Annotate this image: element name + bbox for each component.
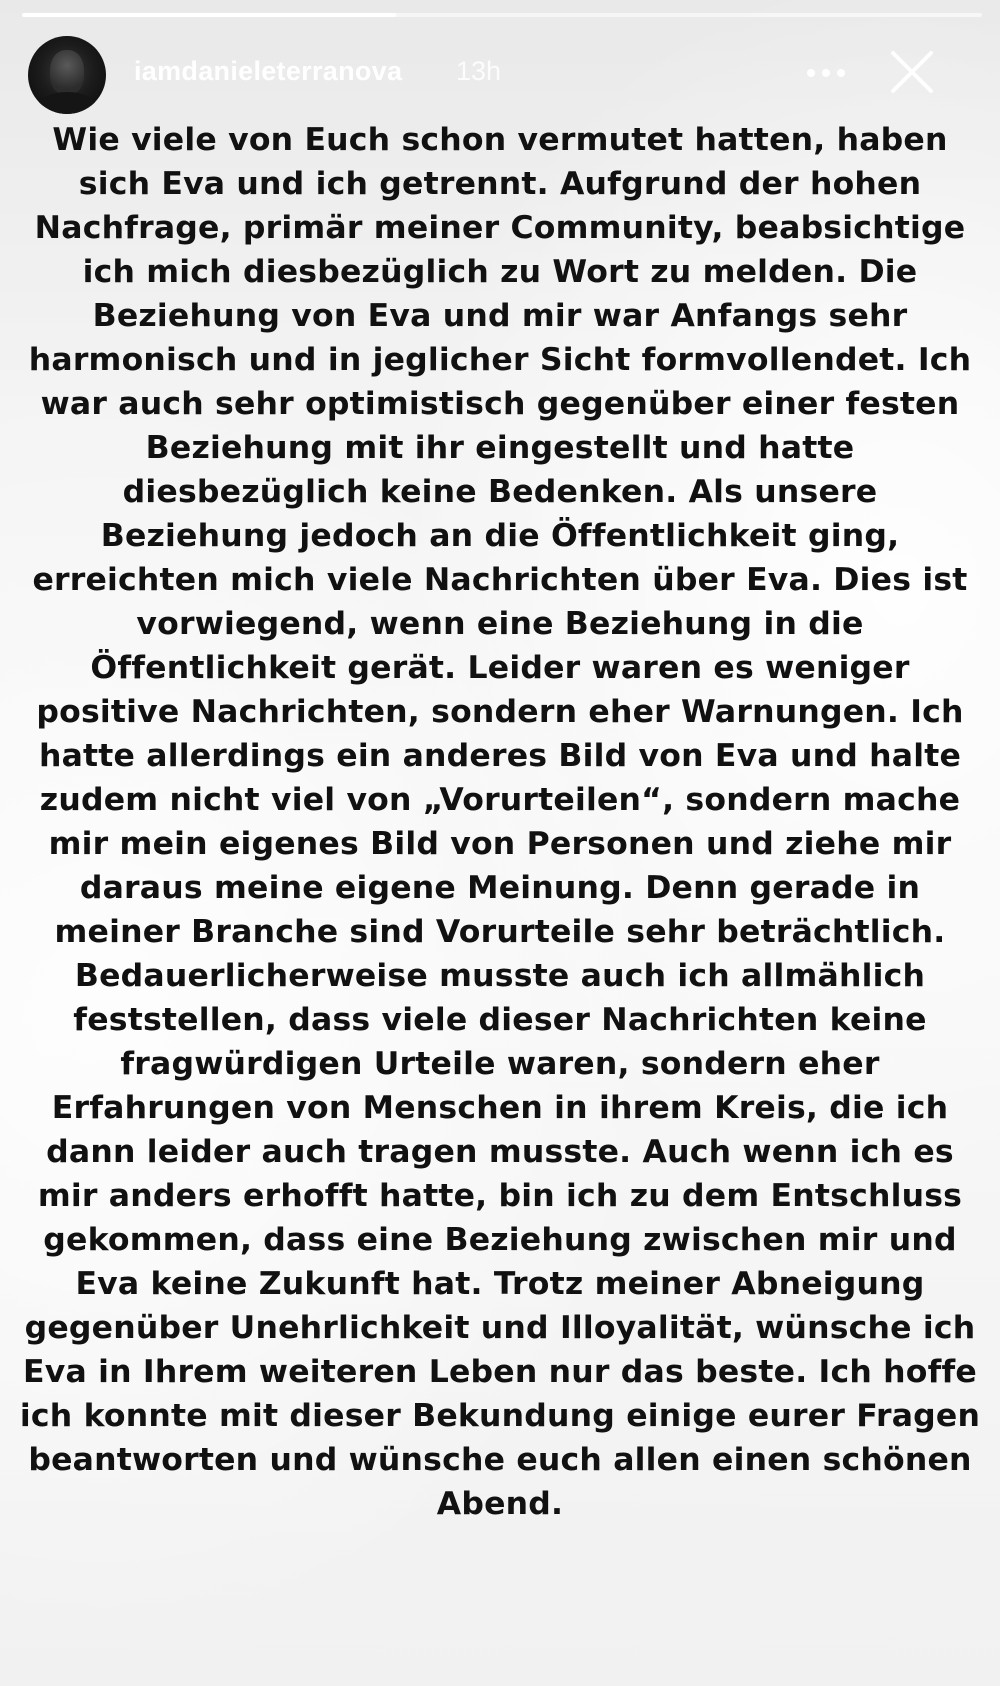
timestamp: 13h (456, 56, 502, 86)
story-progress-bar (22, 13, 982, 17)
story-header (28, 36, 978, 116)
avatar-body-shape (38, 92, 96, 114)
story-text: Wie viele von Euch schon vermutet hatten, haben sich Eva und ich getrennt. Aufgrund der hohen Nachfrage, primär meiner Community, beabsichtige ich mich diesbezüglich zu Wort zu melden. Die Beziehung von Eva und mir war Anfangs sehr harmonisch und in jeglicher Sicht formvollendet. Ich war auch sehr optimistisch gegenüber einer festen Beziehung mit ihr eingestellt und hatte diesbezüglich keine Bedenken. Als unsere Beziehung jedoch an die Öffentlichkeit ging, erreichten mich viele Nachrichten über Eva. Dies ist vorwiegend, wenn eine Beziehung in die Öffentlichkeit gerät. Leider waren es weniger positive Nachrichten, sondern eher Warnungen. Ich hatte allerdings ein anderes Bild von Eva und halte zudem nicht viel von „Vorurteilen“, sondern mache mir mein eigenes Bild von Personen und ziehe mir daraus meine eigene Meinung. Denn gerade in meiner Branche sind Vorurteile sehr beträchtlich. Bedauerlicherweise musste auch ich allmählich feststellen, dass viele dieser Nachrichten keine fragwürdigen Urteile waren, sondern eher Erfahrungen von Menschen in ihrem Kreis, die ich dann leider auch tragen musste. Auch wenn ich es mir anders erhofft hatte, bin ich zu dem Entschluss gekommen, dass eine Beziehung zwischen mir und Eva keine Zukunft hat. Trotz meiner Abneigung gegenüber Unehrlichkeit und Illoyalität, wünsche ich Eva in Ihrem weiteren Leben nur das beste. Ich hoffe ich konnte mit dieser Bekundung einige eurer Fragen beantworten und wünsche euch allen einen schönen Abend. (19, 122, 981, 1522)
username[interactable]: iamdanieleterranova (134, 56, 403, 86)
close-icon[interactable] (888, 48, 936, 96)
avatar-face-shape (50, 50, 84, 94)
avatar[interactable] (28, 36, 106, 114)
more-horizontal-icon[interactable] (806, 68, 846, 78)
story-progress-fill (22, 13, 396, 17)
